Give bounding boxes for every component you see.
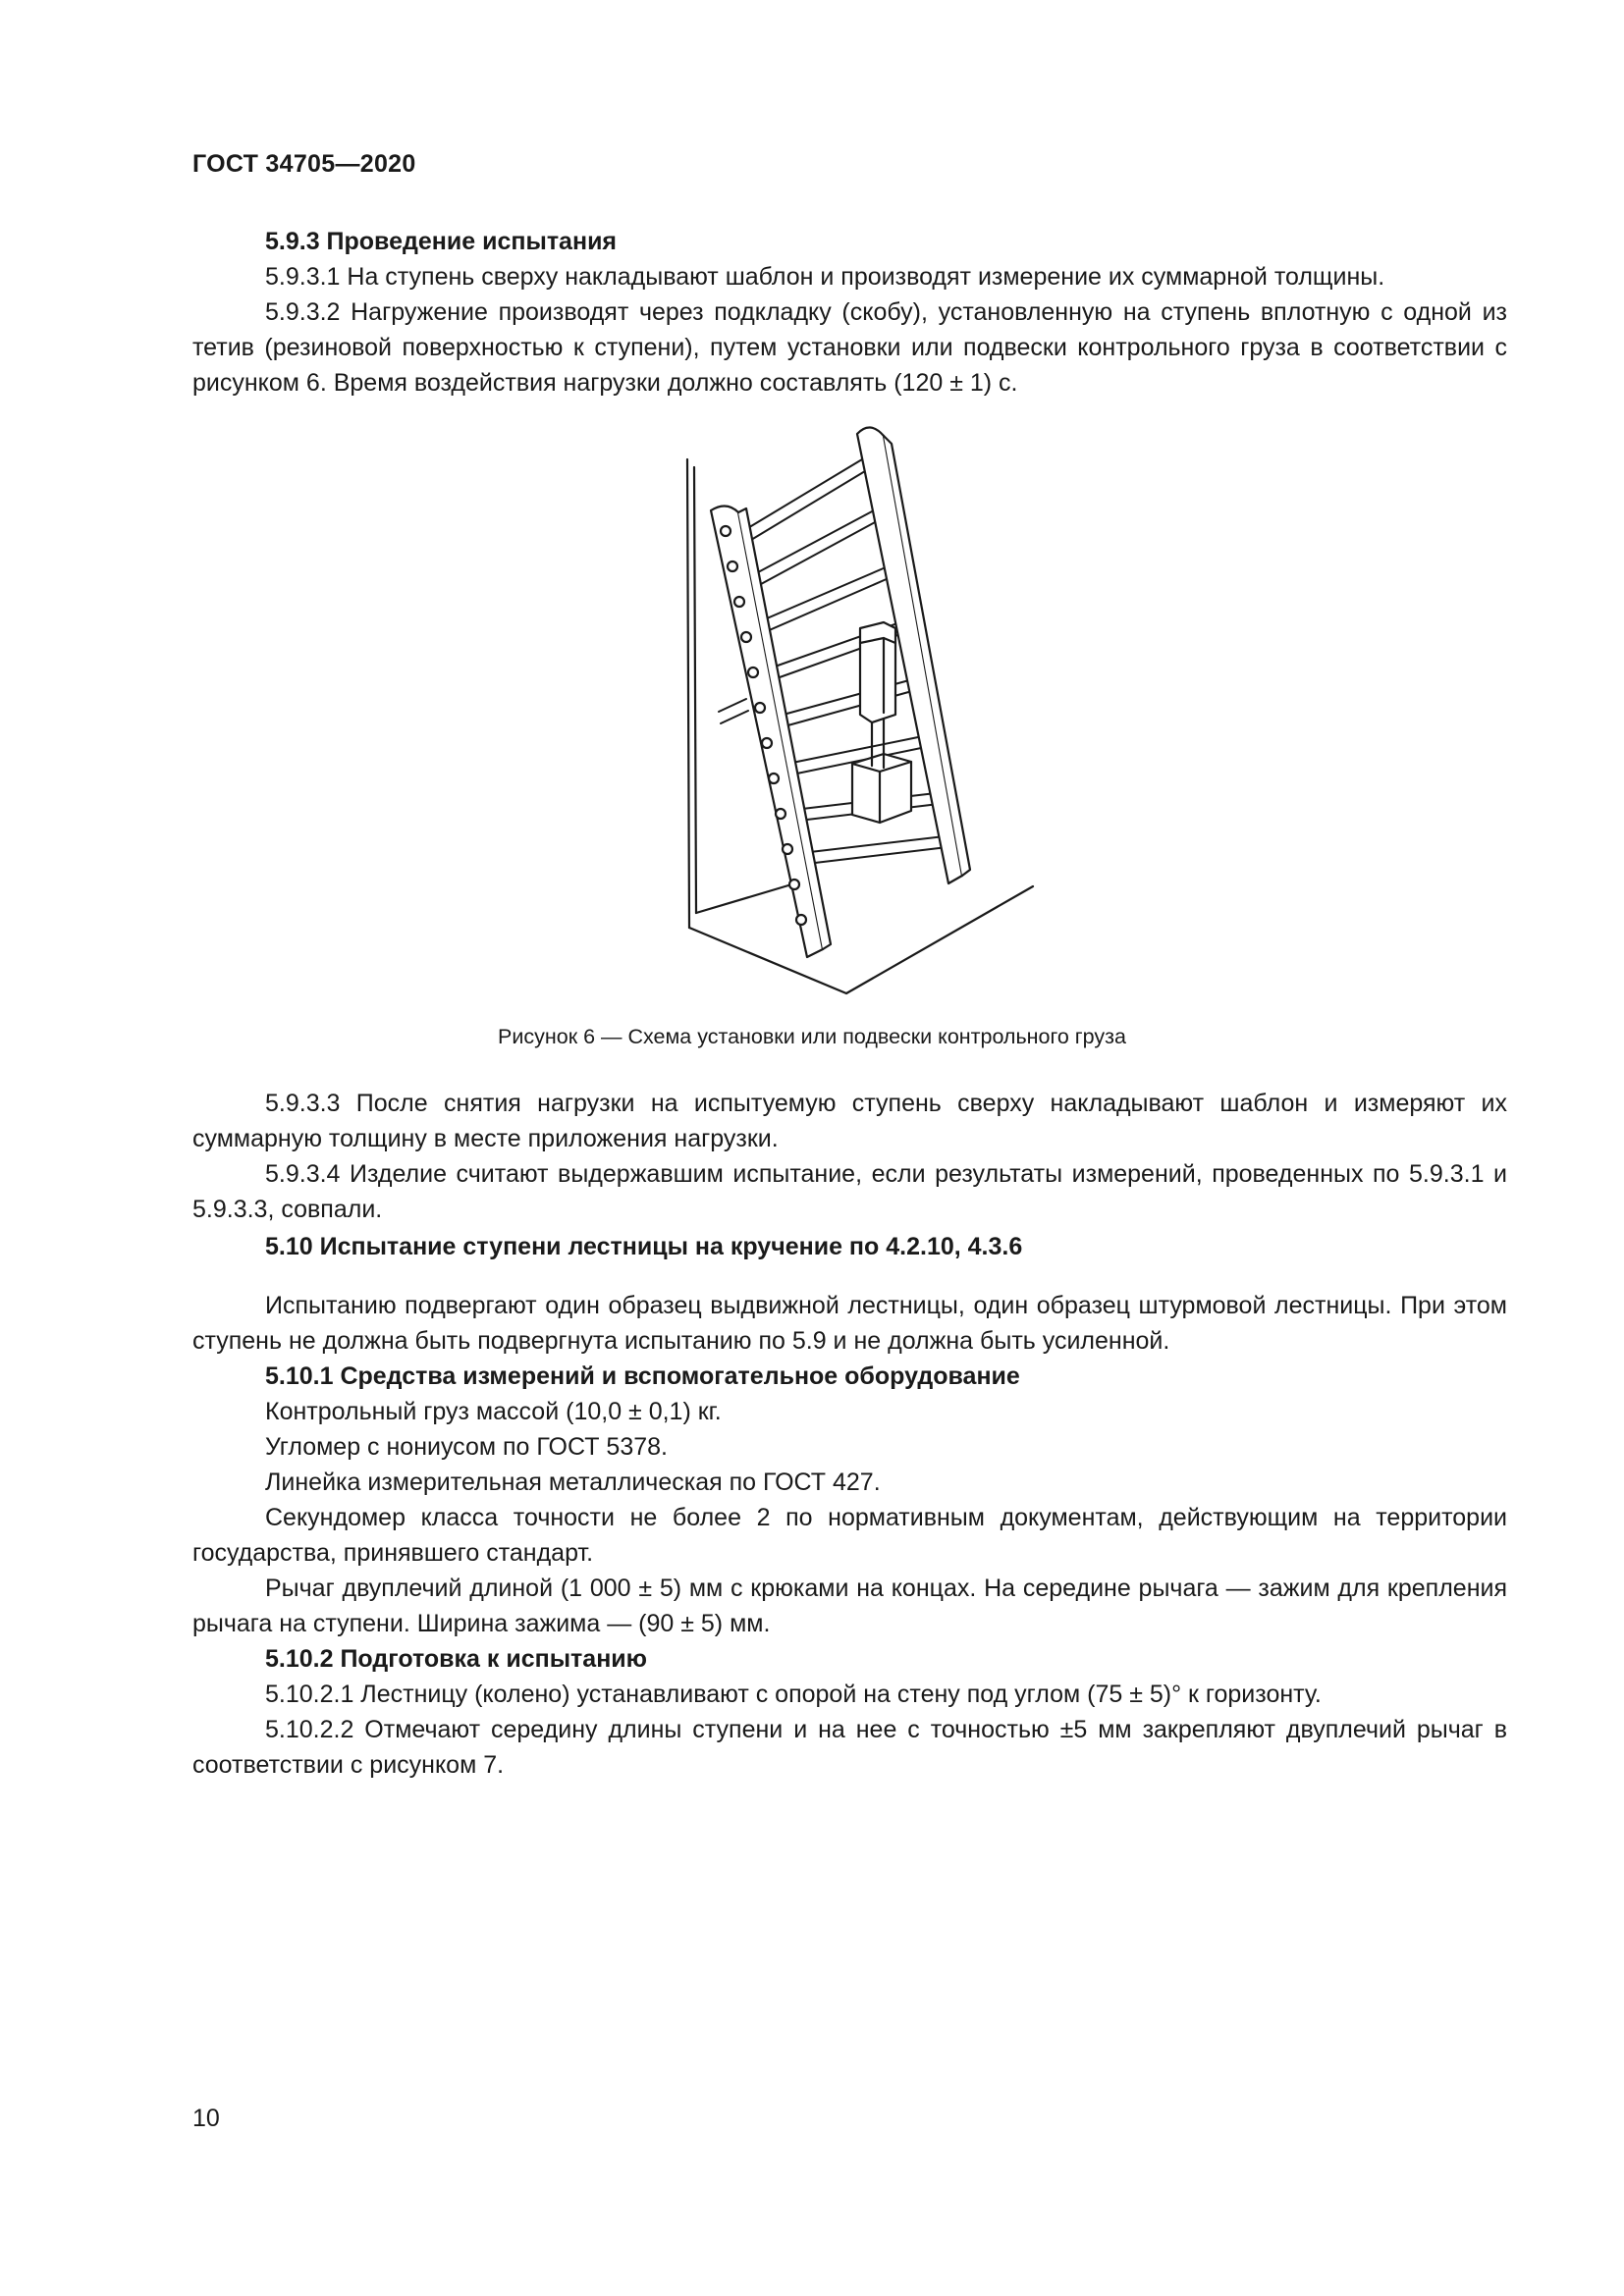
section-5-10-title [192, 1229, 1507, 1264]
left-ladder-rail [711, 506, 831, 957]
heading-5-10-2: 5.10.2 Подготовка к испытанию [265, 1645, 648, 1673]
section-5-10-body [192, 1288, 1507, 1783]
heading-5-10: 5.10 Испытание ступени лестницы на кручение по 4.2.10, 4.3.6 [265, 1233, 1023, 1260]
document-header: ГОСТ 34705—2020 [192, 150, 416, 178]
page-number: 10 [192, 2105, 220, 2132]
section-5-9-3 [192, 224, 1507, 400]
paragraph-5-10-2-2: 5.10.2.2 Отмечают середину длины ступени и на нее с точностью ±5 мм закрепляют двуплечий рычаг в соответствии с рисунком 7. [192, 1716, 1507, 1779]
heading-5-10-1: 5.10.1 Средства измерений и вспомогательное оборудование [265, 1362, 1020, 1390]
paragraph-protractor: Угломер с нониусом по ГОСТ 5378. [265, 1433, 668, 1461]
paragraph-ruler: Линейка измерительная металлическая по ГОСТ 427. [265, 1468, 881, 1496]
heading-5-9-3: 5.9.3 Проведение испытания [265, 228, 618, 255]
paragraph-5-9-3-3: 5.9.3.3 После снятия нагрузки на испытуемую ступень сверху накладывают шаблон и измеряют их суммарную толщину в месте приложения нагрузки. [192, 1090, 1507, 1152]
paragraph-5-9-3-4: 5.9.3.4 Изделие считают выдержавшим испытание, если результаты измерений, проведенных по 5.9.3.1 и 5.9.3.3, совпали. [192, 1160, 1507, 1223]
figure-6-caption: Рисунок 6 — Схема установки или подвески контрольного груза [498, 1025, 1126, 1048]
paragraph-lever: Рычаг двуплечий длиной (1 000 ± 5) мм с крюками на концах. На середине рычага — зажим для крепления рычага на ступени. Ширина зажима — (90 ± 5) мм. [192, 1575, 1507, 1637]
section-5-9-3-results [192, 1086, 1507, 1227]
paragraph-5-9-3-1: 5.9.3.1 На ступень сверху накладывают шаблон и производят измерение их суммарной толщины. [265, 263, 1385, 291]
paragraph-stopwatch: Секундомер класса точности не более 2 по нормативным документам, действующим на территории государства, принявшего стандарт. [192, 1504, 1507, 1567]
paragraph-control-load: Контрольный груз массой (10,0 ± 0,1) кг. [265, 1398, 722, 1425]
paragraph-5-10-intro: Испытанию подвергают один образец выдвижной лестницы, один образец штурмовой лестницы. При этом ступень не должна быть подвергнута испытанию по 5.9 и не должна быть усиленной. [192, 1292, 1507, 1355]
figure-6-ladder-diagram [668, 412, 1041, 996]
control-load [852, 719, 911, 823]
paragraph-5-10-2-1: 5.10.2.1 Лестницу (колено) устанавливают с опорой на стену под углом (75 ± 5)° к горизонту. [265, 1681, 1322, 1708]
paragraph-5-9-3-2: 5.9.3.2 Нагружение производят через подкладку (скобу), установленную на ступень вплотную с одной из тетив (резиновой поверхностью к ступени), путем установки или подвески контрольного груза в соответствии с рисунком 6. Время воздействия нагрузки должно составлять (120 ± 1) с. [192, 298, 1507, 397]
load-bracket [860, 622, 895, 722]
